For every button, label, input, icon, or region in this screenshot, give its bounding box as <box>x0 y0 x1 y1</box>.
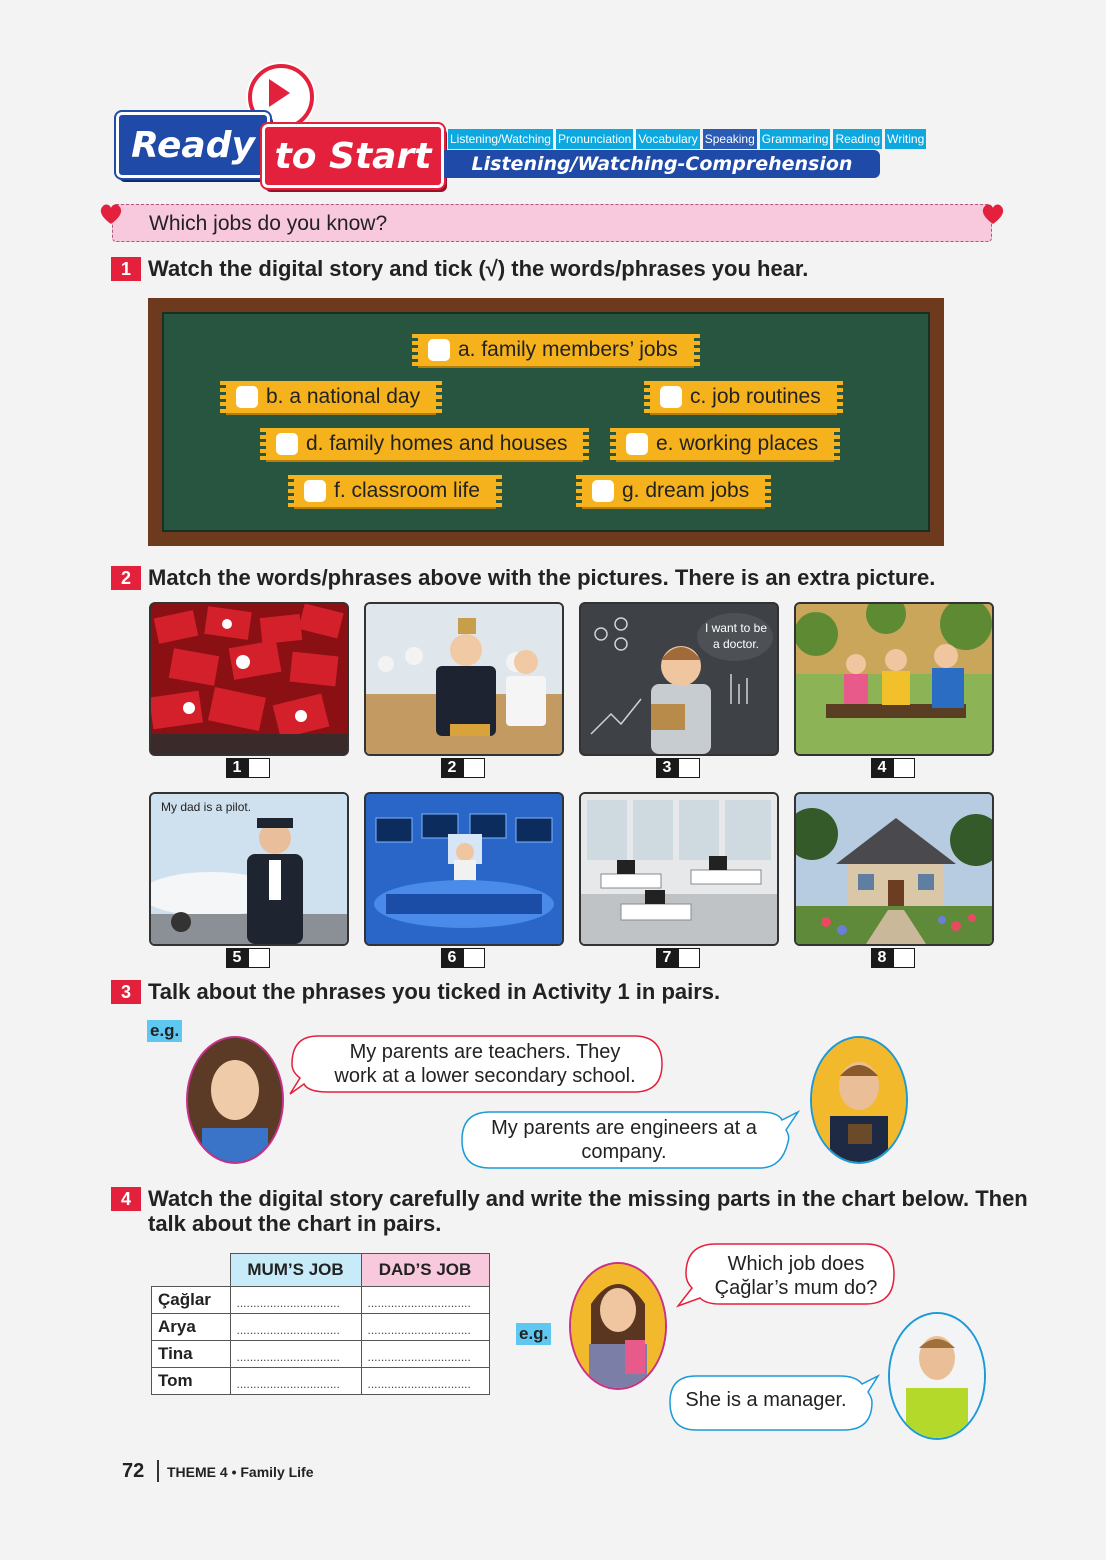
activity-instruction: Watch the digital story and tick (√) the words/phrases you hear. <box>148 256 809 281</box>
section-title: Listening/Watching-Comprehension <box>444 150 880 178</box>
avatar-girl <box>186 1036 284 1164</box>
picture-number-box[interactable]: 1 <box>226 758 270 778</box>
answer-box[interactable] <box>463 948 485 968</box>
picture-office <box>579 792 779 946</box>
header-dads-job: DAD’S JOB <box>361 1254 489 1287</box>
tick-checkbox[interactable] <box>428 339 450 361</box>
picture-number-box[interactable]: 6 <box>441 948 485 968</box>
phrase-chip[interactable] <box>582 475 765 507</box>
row-name: Tom <box>152 1368 231 1395</box>
skill-speaking: Speaking <box>703 129 757 149</box>
picture-dream-boy <box>579 602 779 756</box>
skill-pronunciation: Pronunciation <box>556 129 633 149</box>
picture-caption: My dad is a pilot. <box>161 800 252 814</box>
example-tag: e.g. <box>516 1323 551 1345</box>
activity-instruction: Talk about the phrases you ticked in Activity 1 in pairs. <box>148 979 721 1004</box>
phrase-label: e. working places <box>656 432 819 455</box>
footer-divider <box>157 1460 159 1482</box>
header-mums-job: MUM’S JOB <box>230 1254 361 1287</box>
activity-number: 2 <box>111 566 141 590</box>
picture-number-box[interactable]: 4 <box>871 758 915 778</box>
speech-bubble-answer: She is a manager. <box>685 1389 847 1411</box>
tick-checkbox[interactable] <box>304 480 326 502</box>
answer-box[interactable] <box>678 948 700 968</box>
picture-classroom <box>364 602 564 756</box>
speech-bubble-1: My parents are teachers. They work at a lower secondary school. <box>334 1041 636 1087</box>
phrase-chip[interactable] <box>418 334 694 366</box>
picture-number-box[interactable]: 8 <box>871 948 915 968</box>
answer-cell[interactable]: ............................... <box>361 1341 489 1368</box>
phrase-label: f. classroom life <box>334 479 480 502</box>
row-name: Tina <box>152 1341 231 1368</box>
phrase-chip[interactable] <box>266 428 583 460</box>
avatar-boy-2 <box>888 1312 986 1440</box>
answer-cell[interactable]: ............................... <box>361 1287 489 1314</box>
answer-box[interactable] <box>893 948 915 968</box>
activity-instruction: Match the words/phrases above with the pictures. There is an extra picture. <box>148 565 936 590</box>
skill-reading: Reading <box>833 129 882 149</box>
picture-number-box[interactable]: 3 <box>656 758 700 778</box>
answer-box[interactable] <box>893 758 915 778</box>
row-name: Arya <box>152 1314 231 1341</box>
phrase-chip[interactable] <box>616 428 834 460</box>
speech-bubble-question: Which job does Çağlar’s mum do? <box>714 1253 878 1299</box>
avatar-boy <box>810 1036 908 1164</box>
tick-checkbox[interactable] <box>592 480 614 502</box>
footer-theme: THEME 4 • Family Life <box>167 1464 314 1480</box>
phrase-label: g. dream jobs <box>622 479 750 502</box>
answer-cell[interactable]: ............................... <box>230 1341 361 1368</box>
skill-grammaring: Grammaring <box>760 129 831 149</box>
phrase-label: d. family homes and houses <box>306 432 568 455</box>
answer-box[interactable] <box>463 758 485 778</box>
tick-checkbox[interactable] <box>236 386 258 408</box>
ready-label: Ready <box>116 112 270 178</box>
phrase-label: c. job routines <box>690 385 821 408</box>
heart-icon <box>980 202 1006 226</box>
tick-checkbox[interactable] <box>626 433 648 455</box>
skill-vocabulary: Vocabulary <box>636 129 699 149</box>
activity-number: 4 <box>111 1187 141 1211</box>
answer-box[interactable] <box>678 758 700 778</box>
avatar-girl-2 <box>569 1262 667 1390</box>
answer-box[interactable] <box>248 758 270 778</box>
answer-cell[interactable]: ............................... <box>361 1368 489 1395</box>
tick-checkbox[interactable] <box>660 386 682 408</box>
phrase-label: a. family members’ jobs <box>458 338 678 361</box>
phrase-chip[interactable] <box>226 381 436 413</box>
picture-flags <box>149 602 349 756</box>
answer-box[interactable] <box>248 948 270 968</box>
phrase-chip[interactable] <box>650 381 837 413</box>
answer-cell[interactable]: ............................... <box>230 1287 361 1314</box>
key-question: Which jobs do you know? <box>112 204 992 242</box>
picture-tv-studio <box>364 792 564 946</box>
example-tag: e.g. <box>147 1020 182 1042</box>
picture-caption: I want to be a doctor. <box>704 621 768 651</box>
to-start-label: to Start <box>262 124 444 188</box>
picture-pilot <box>149 792 349 946</box>
answer-cell[interactable]: ............................... <box>230 1314 361 1341</box>
heart-icon <box>98 202 124 226</box>
picture-number-box[interactable]: 7 <box>656 948 700 968</box>
chalkboard <box>148 298 944 546</box>
picture-house <box>794 792 994 946</box>
activity-number: 3 <box>111 980 141 1004</box>
tick-checkbox[interactable] <box>276 433 298 455</box>
picture-number-box[interactable]: 2 <box>441 758 485 778</box>
phrase-chip[interactable] <box>294 475 496 507</box>
phrase-label: b. a national day <box>266 385 421 408</box>
skill-writing: Writing <box>885 129 926 149</box>
answer-cell[interactable]: ............................... <box>230 1368 361 1395</box>
answer-cell[interactable]: ............................... <box>361 1314 489 1341</box>
page-number: 72 <box>122 1460 145 1482</box>
activity-number: 1 <box>111 257 141 281</box>
picture-family-picnic <box>794 602 994 756</box>
activity-instruction: Watch the digital story carefully and write the missing parts in the chart below. Then talk about the chart in pairs. <box>148 1186 1028 1236</box>
speech-bubble-2: My parents are engineers at a company. <box>491 1117 757 1163</box>
row-name: Çağlar <box>152 1287 231 1314</box>
picture-number-box[interactable]: 5 <box>226 948 270 968</box>
skills-bar <box>448 129 926 149</box>
jobs-chart <box>151 1253 490 1395</box>
skill-listening: Listening/Watching <box>448 129 553 149</box>
